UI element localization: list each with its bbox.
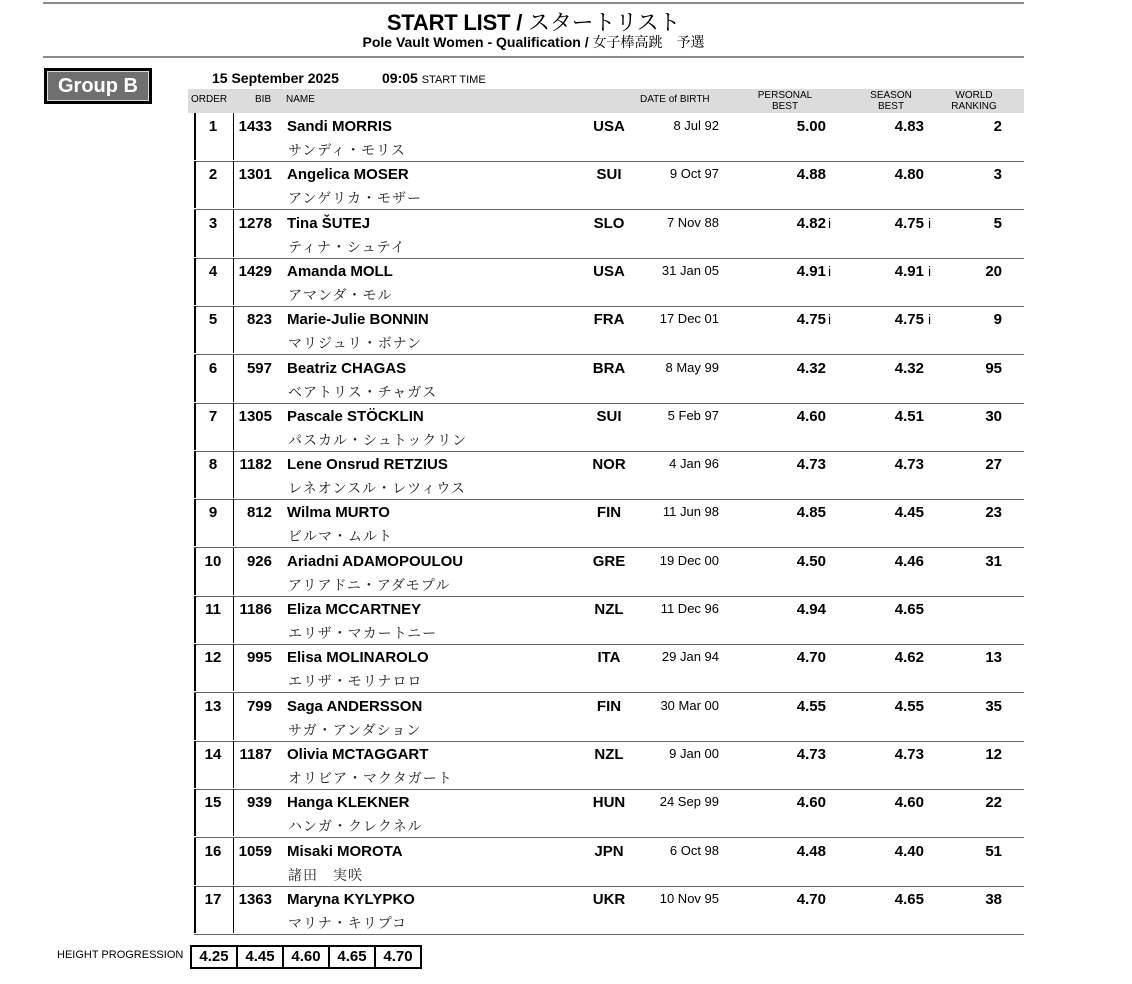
cell-dob: 10 Nov 95 bbox=[659, 890, 719, 906]
cell-pb: 5.00 bbox=[796, 118, 826, 135]
start-time-label: START TIME bbox=[421, 74, 486, 86]
col-bib: BIB bbox=[255, 94, 272, 105]
cell-order: 11 bbox=[205, 601, 221, 618]
cell-nat: FIN bbox=[596, 697, 622, 715]
height-cell: 4.60 bbox=[284, 947, 330, 967]
cell-bib: 1433 bbox=[238, 118, 272, 135]
cell-nat: HUN bbox=[592, 794, 626, 812]
cell-jpname: ビルマ・ムルト bbox=[288, 528, 393, 545]
top-rule bbox=[43, 2, 1024, 4]
cell-sb: 4.75 bbox=[894, 311, 924, 329]
col-pb-line2: BEST bbox=[771, 101, 799, 112]
cell-dob: 6 Oct 98 bbox=[669, 842, 719, 858]
cell-dob: 4 Jan 96 bbox=[669, 456, 719, 472]
cell-wr: 38 bbox=[985, 890, 1002, 908]
page-subtitle bbox=[43, 32, 1024, 52]
cell-order: 10 bbox=[204, 552, 222, 570]
cell-order: 12 bbox=[204, 649, 222, 667]
cell-pb: 4.73 bbox=[796, 745, 826, 763]
cell-bib: 1187 bbox=[239, 745, 272, 763]
cell-pb: 4.70 bbox=[796, 890, 826, 908]
cell-sb: 4.40 bbox=[894, 842, 924, 860]
cell-sb: 4.60 bbox=[894, 794, 924, 812]
cell-wr: 2 bbox=[993, 118, 1002, 135]
cell-pb: 4.55 bbox=[796, 697, 826, 715]
cell-bib: 799 bbox=[246, 697, 272, 715]
cell-dob: 5 Feb 97 bbox=[667, 407, 719, 423]
title-en: START LIST / bbox=[386, 10, 523, 35]
cell-name: Amanda MOLL bbox=[287, 262, 393, 280]
height-progression-label: HEIGHT PROGRESSION bbox=[57, 949, 184, 961]
cell-wr: 9 bbox=[993, 311, 1002, 329]
cell-jpname: ベアトリス・チャガス bbox=[288, 383, 438, 400]
cell-bib: 1429 bbox=[238, 262, 272, 280]
cell-jpname: アンゲリカ・モザー bbox=[288, 190, 423, 207]
cell-sb: 4.83 bbox=[894, 118, 924, 135]
cell-jpname: エリザ・モリナロロ bbox=[288, 673, 423, 690]
table-row bbox=[194, 499, 1024, 548]
cell-bib: 597 bbox=[246, 359, 272, 377]
cell-jpname: アマンダ・モル bbox=[288, 286, 393, 303]
cell-name: Lene Onsrud RETZIUS bbox=[287, 456, 448, 474]
height-cell: 4.70 bbox=[383, 948, 413, 965]
cell-name: Marie-Julie BONNIN bbox=[287, 311, 429, 329]
subtitle-jp: 女子棒高跳 予選 bbox=[588, 34, 705, 50]
table-row bbox=[194, 644, 1024, 693]
cell-bib: 939 bbox=[246, 794, 272, 812]
cell-sb: 4.73 bbox=[894, 745, 924, 763]
table-row bbox=[194, 789, 1024, 838]
cell-wr: 95 bbox=[985, 359, 1002, 377]
cell-order: 14 bbox=[204, 745, 222, 763]
col-dob: DATE of BIRTH bbox=[640, 94, 710, 105]
table-row bbox=[194, 403, 1024, 452]
cell-nat: NZL bbox=[594, 745, 624, 763]
table-row bbox=[194, 306, 1024, 355]
cell-name: Ariadni ADAMOPOULOU bbox=[287, 552, 464, 570]
col-pb bbox=[750, 90, 820, 112]
group-label: Group B bbox=[47, 71, 149, 101]
cell-wr: 20 bbox=[985, 262, 1002, 280]
cell-jpname: マリジュリ・ボナン bbox=[288, 335, 423, 352]
cell-jpname: ハンガ・クレクネル bbox=[288, 818, 423, 835]
cell-dob: 17 Dec 01 bbox=[659, 311, 719, 327]
cell-nat: SLO bbox=[593, 214, 625, 232]
cell-pb-i: i bbox=[828, 262, 832, 279]
cell-name: Saga ANDERSSON bbox=[287, 697, 423, 715]
cell-order: 13 bbox=[204, 697, 222, 715]
cell-bib: 823 bbox=[246, 311, 272, 329]
cell-order: 16 bbox=[204, 842, 222, 860]
height-progression bbox=[190, 945, 422, 969]
cell-order: 5 bbox=[208, 311, 218, 329]
cell-sb: 4.65 bbox=[894, 601, 924, 618]
table-row bbox=[194, 886, 1024, 935]
cell-pb: 4.32 bbox=[796, 359, 826, 377]
cell-dob: 29 Jan 94 bbox=[661, 649, 719, 665]
cell-sb: 4.65 bbox=[894, 890, 924, 908]
cell-sb: 4.51 bbox=[894, 407, 924, 425]
table-row bbox=[194, 548, 1024, 597]
cell-sb: 4.73 bbox=[894, 456, 924, 474]
cell-dob: 9 Jan 00 bbox=[669, 745, 719, 761]
table-row bbox=[194, 451, 1024, 500]
cell-name: Eliza MCCARTNEY bbox=[287, 601, 422, 618]
table-row bbox=[194, 741, 1024, 790]
cell-jpname: レネオンスル・レツィウス bbox=[288, 480, 466, 497]
cell-name: Angelica MOSER bbox=[287, 166, 409, 184]
table-row bbox=[194, 258, 1024, 307]
cell-jpname: 諸田 実咲 bbox=[288, 866, 363, 883]
cell-dob: 8 Jul 92 bbox=[673, 118, 719, 133]
cell-wr: 12 bbox=[985, 745, 1002, 763]
cell-bib: 1278 bbox=[238, 214, 272, 232]
cell-nat: UKR bbox=[592, 890, 626, 908]
cell-sb: 4.46 bbox=[894, 552, 924, 570]
cell-order: 9 bbox=[208, 504, 218, 522]
cell-bib: 1186 bbox=[239, 601, 272, 618]
cell-nat: SUI bbox=[596, 166, 622, 184]
cell-sb-i: i bbox=[928, 214, 932, 231]
cell-jpname: マリナ・キリプコ bbox=[288, 914, 408, 931]
cell-sb: 4.45 bbox=[894, 504, 924, 522]
table-row bbox=[194, 693, 1024, 742]
cell-dob: 11 Jun 98 bbox=[662, 504, 719, 520]
cell-dob: 31 Jan 05 bbox=[661, 262, 719, 278]
cell-jpname: オリビア・マクタガート bbox=[288, 769, 453, 786]
table-row bbox=[194, 210, 1024, 259]
cell-bib: 1059 bbox=[238, 842, 272, 860]
cell-name: Wilma MURTO bbox=[287, 504, 390, 522]
cell-order: 3 bbox=[208, 214, 218, 232]
cell-pb: 4.91 bbox=[796, 262, 826, 280]
cell-nat: FIN bbox=[596, 504, 622, 522]
cell-name: Maryna KYLYPKO bbox=[287, 890, 415, 908]
col-sb-line1: SEASON bbox=[870, 90, 912, 101]
col-pb-line1: PERSONAL bbox=[757, 90, 813, 101]
cell-wr: 27 bbox=[985, 456, 1002, 474]
cell-sb-i: i bbox=[928, 262, 932, 279]
header-rule bbox=[43, 56, 1024, 58]
col-wr-line2: RANKING bbox=[951, 101, 997, 112]
cell-wr: 30 bbox=[985, 407, 1002, 425]
cell-pb: 4.82 bbox=[796, 214, 826, 232]
cell-order: 17 bbox=[204, 890, 222, 908]
cell-pb: 4.70 bbox=[796, 649, 826, 667]
subtitle-en: Pole Vault Women - Qualification / bbox=[362, 34, 589, 50]
cell-nat: USA bbox=[593, 118, 625, 135]
cell-name: Misaki MOROTA bbox=[287, 842, 403, 860]
col-name: NAME bbox=[286, 94, 315, 105]
cell-pb: 4.50 bbox=[796, 552, 826, 570]
cell-jpname: サガ・アンダション bbox=[288, 721, 422, 738]
cell-wr: 13 bbox=[985, 649, 1002, 667]
cell-order: 7 bbox=[208, 407, 218, 425]
cell-sb: 4.55 bbox=[894, 697, 924, 715]
cell-name: Pascale STÖCKLIN bbox=[287, 407, 424, 425]
cell-sb: 4.32 bbox=[894, 359, 924, 377]
cell-bib: 995 bbox=[246, 649, 272, 667]
cell-wr: 22 bbox=[985, 794, 1002, 812]
cell-wr: 35 bbox=[985, 697, 1002, 715]
cell-dob: 8 May 99 bbox=[665, 359, 719, 375]
cell-order: 15 bbox=[204, 794, 222, 812]
cell-pb: 4.60 bbox=[796, 407, 826, 425]
cell-pb-i: i bbox=[828, 214, 832, 231]
title-jp: スタートリスト bbox=[522, 10, 681, 35]
cell-jpname: ティナ・シュテイ bbox=[288, 238, 406, 255]
event-time bbox=[382, 70, 486, 86]
cell-jpname: エリザ・マカートニー bbox=[288, 625, 438, 641]
cell-nat: SUI bbox=[596, 407, 622, 425]
cell-pb: 4.85 bbox=[796, 504, 826, 522]
cell-wr: 3 bbox=[993, 166, 1002, 184]
cell-wr: 5 bbox=[993, 214, 1002, 232]
cell-jpname: サンディ・モリス bbox=[288, 142, 406, 158]
cell-nat: ITA bbox=[597, 649, 621, 667]
cell-bib: 1301 bbox=[238, 166, 272, 184]
col-wr bbox=[938, 90, 1010, 112]
cell-order: 2 bbox=[208, 166, 218, 184]
cell-name: Tina ŠUTEJ bbox=[287, 214, 371, 232]
cell-sb: 4.75 bbox=[894, 214, 924, 232]
cell-nat: JPN bbox=[594, 842, 624, 860]
cell-pb: 4.94 bbox=[796, 601, 826, 618]
group-badge bbox=[44, 68, 152, 104]
table-row bbox=[194, 838, 1024, 887]
col-sb-line2: BEST bbox=[877, 101, 905, 112]
cell-pb: 4.48 bbox=[796, 842, 826, 860]
cell-dob: 7 Nov 88 bbox=[666, 214, 719, 230]
cell-bib: 1363 bbox=[238, 890, 272, 908]
col-order: ORDER bbox=[191, 94, 228, 105]
cell-nat: GRE bbox=[592, 552, 626, 570]
cell-pb: 4.73 bbox=[796, 456, 826, 474]
table-row bbox=[194, 113, 1024, 162]
cell-pb-i: i bbox=[828, 311, 832, 328]
height-cell: 4.25 bbox=[192, 947, 238, 967]
table-row bbox=[194, 355, 1024, 404]
table-header bbox=[188, 89, 1024, 113]
cell-dob: 11 Dec 96 bbox=[660, 601, 719, 616]
cell-order: 4 bbox=[208, 262, 218, 280]
cell-sb: 4.91 bbox=[894, 262, 924, 280]
event-date: 15 September 2025 bbox=[212, 70, 339, 86]
cell-sb: 4.62 bbox=[894, 649, 924, 667]
cell-sb-i: i bbox=[928, 311, 932, 328]
cell-jpname: パスカル・シュトックリン bbox=[288, 431, 468, 448]
cell-dob: 9 Oct 97 bbox=[669, 166, 719, 182]
cell-dob: 24 Sep 99 bbox=[659, 794, 719, 810]
cell-sb: 4.80 bbox=[894, 166, 924, 184]
cell-wr: 23 bbox=[985, 504, 1002, 522]
cell-order: 6 bbox=[208, 359, 218, 377]
cell-bib: 926 bbox=[246, 552, 272, 570]
table-row bbox=[194, 596, 1024, 645]
cell-jpname: アリアドニ・アダモプル bbox=[288, 576, 451, 593]
cell-wr: 31 bbox=[985, 552, 1002, 570]
cell-nat: BRA bbox=[592, 359, 626, 377]
table-row bbox=[194, 161, 1024, 210]
cell-pb: 4.75 bbox=[796, 311, 826, 329]
cell-pb: 4.88 bbox=[796, 166, 826, 184]
cell-name: Elisa MOLINAROLO bbox=[287, 649, 429, 667]
cell-wr: 51 bbox=[985, 842, 1002, 860]
cell-name: Sandi MORRIS bbox=[287, 118, 393, 135]
cell-name: Hanga KLEKNER bbox=[287, 794, 410, 812]
cell-bib: 812 bbox=[246, 504, 272, 522]
cell-name: Beatriz CHAGAS bbox=[287, 359, 407, 377]
cell-bib: 1182 bbox=[239, 456, 272, 474]
cell-dob: 30 Mar 00 bbox=[660, 697, 719, 713]
cell-nat: NZL bbox=[594, 601, 624, 618]
col-wr-line1: WORLD bbox=[955, 90, 993, 101]
cell-nat: USA bbox=[593, 262, 625, 280]
cell-nat: NOR bbox=[592, 456, 626, 474]
cell-order: 8 bbox=[208, 456, 218, 474]
height-cell: 4.45 bbox=[238, 947, 284, 967]
height-cell: 4.65 bbox=[330, 947, 376, 967]
cell-name: Olivia MCTAGGART bbox=[287, 745, 429, 763]
cell-bib: 1305 bbox=[238, 407, 272, 425]
start-time: 09:05 bbox=[382, 70, 418, 86]
col-sb bbox=[856, 90, 926, 112]
cell-pb: 4.60 bbox=[796, 794, 826, 812]
cell-dob: 19 Dec 00 bbox=[659, 552, 719, 568]
cell-nat: FRA bbox=[593, 311, 625, 329]
cell-order: 1 bbox=[208, 118, 218, 135]
